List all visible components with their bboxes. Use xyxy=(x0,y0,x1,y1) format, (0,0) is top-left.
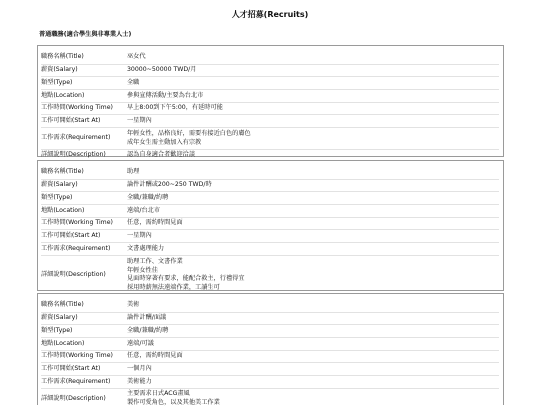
job-row xyxy=(41,389,499,410)
job-field-value xyxy=(127,352,499,361)
job-field-value-line: 遠端/台北市 xyxy=(127,206,161,214)
job-field-label: 地點(Location) xyxy=(41,91,85,99)
job-field-value xyxy=(127,66,499,75)
job-field-value xyxy=(127,258,499,293)
job-field-value-line: 全職/兼職/約聘 xyxy=(127,326,169,334)
job-row xyxy=(41,52,499,65)
job-field-value-line: 採用時薪無法遠端作業，工讀生可 xyxy=(127,284,220,292)
job-field-value xyxy=(127,194,499,203)
job-field-value-line: 早上8:00到下午5:00，有延時可能 xyxy=(127,104,223,112)
job-field-label: 職務名稱(Title) xyxy=(41,53,84,61)
job-field-value xyxy=(127,117,499,126)
job-row xyxy=(41,230,499,243)
job-field-value-line: 主要需求日式ACG畫風 xyxy=(127,390,190,398)
job-field-label: 薪資(Salary) xyxy=(41,314,78,322)
job-field-value xyxy=(127,327,499,336)
job-row xyxy=(41,351,499,364)
job-field-label: 工作可開始(Start At) xyxy=(41,116,101,124)
job-row xyxy=(41,115,499,128)
job-field-value xyxy=(127,232,499,241)
job-row xyxy=(41,363,499,376)
job-field-value-line: 文書處理能力 xyxy=(127,244,165,252)
job-rows xyxy=(41,167,499,295)
job-field-label: 詳細說明(Description) xyxy=(41,271,106,279)
job-field-value xyxy=(127,340,499,349)
job-rows xyxy=(41,52,499,162)
job-field-value-line: 任意，需約時間見面 xyxy=(127,219,183,227)
job-field-value-line: 一星期內 xyxy=(127,231,152,239)
job-field-value-line: 見面時穿著有要求，能配合救主，行禮得宜 xyxy=(127,275,245,283)
job-field-label: 地點(Location) xyxy=(41,339,85,347)
job-field-label: 類型(Type) xyxy=(41,193,73,201)
job-field-value-line: 全職/兼職/約聘 xyxy=(127,193,169,201)
job-field-label: 工作可開始(Start At) xyxy=(41,231,101,239)
job-field-value-line: 參與宣傳活動/主要為台北市 xyxy=(127,91,204,99)
job-field-label: 工作需求(Requirement) xyxy=(41,377,111,385)
job-field-value-line: 年輕女性，品格良好，需要有接近白色的膚色 xyxy=(127,129,251,137)
job-row xyxy=(41,338,499,351)
job-field-value-line: 製作可愛角色，以及其他美工作業 xyxy=(127,399,220,407)
job-field-value xyxy=(127,301,499,310)
job-field-value xyxy=(127,92,499,101)
job-field-value-line: 助理工作、文書作業 xyxy=(127,257,183,265)
job-field-label: 工作需求(Requirement) xyxy=(41,244,111,252)
job-field-label: 詳細說明(Description) xyxy=(41,394,106,402)
job-field-value-line: 美術能力 xyxy=(127,377,152,385)
job-field-label: 職務名稱(Title) xyxy=(41,168,84,176)
job-field-value-line: 美術 xyxy=(127,301,140,309)
job-field-value xyxy=(127,130,499,148)
job-row xyxy=(41,243,499,256)
job-field-value xyxy=(127,104,499,113)
job-field-value xyxy=(127,219,499,228)
job-field-value xyxy=(127,53,499,62)
job-row xyxy=(41,180,499,193)
job-row xyxy=(41,376,499,389)
job-field-value xyxy=(127,245,499,254)
job-row xyxy=(41,103,499,116)
job-row xyxy=(41,192,499,205)
job-field-value-line: 全職 xyxy=(127,78,140,86)
job-field-value-line: 助理 xyxy=(127,168,140,176)
job-field-label: 類型(Type) xyxy=(41,326,73,334)
job-field-label: 薪資(Salary) xyxy=(41,66,78,74)
job-field-value-line: 30000~50000 TWD/月 xyxy=(127,66,197,74)
job-field-label: 工作可開始(Start At) xyxy=(41,364,101,372)
job-field-value-line: 遠端/可議 xyxy=(127,339,154,347)
job-field-value xyxy=(127,181,499,190)
job-field-value xyxy=(127,151,499,160)
job-field-label: 地點(Location) xyxy=(41,206,85,214)
job-field-value xyxy=(127,390,499,408)
job-field-value xyxy=(127,207,499,216)
job-rows xyxy=(41,300,499,410)
job-field-value xyxy=(127,79,499,88)
job-field-value-line: 成年女生需主動加入有宗教 xyxy=(127,138,202,146)
job-field-value xyxy=(127,168,499,177)
job-row xyxy=(41,313,499,326)
job-field-label: 薪資(Salary) xyxy=(41,181,78,189)
job-field-value-line: 論件計酬/面議 xyxy=(127,314,167,322)
job-field-label: 工作時間(Working Time) xyxy=(41,219,113,227)
job-field-value-line: 一星期內 xyxy=(127,116,152,124)
job-row xyxy=(41,167,499,180)
section-heading: 普通職務(適合學生與非專業人士) xyxy=(39,31,132,38)
job-field-label: 工作時間(Working Time) xyxy=(41,352,113,360)
job-field-value-line: 一個月內 xyxy=(127,364,152,372)
job-row xyxy=(41,65,499,78)
job-row xyxy=(41,205,499,218)
job-card-1 xyxy=(37,160,504,291)
job-row xyxy=(41,218,499,231)
job-field-value-line: 認為自身適合者歡迎洽談 xyxy=(127,151,196,159)
job-field-value-line: 巫女代 xyxy=(127,53,146,61)
job-field-value-line: 論件計酬或200~250 TWD/時 xyxy=(127,181,212,189)
page-title: 人才招募(Recruits) xyxy=(231,10,309,19)
job-field-value xyxy=(127,314,499,323)
job-row xyxy=(41,256,499,295)
job-row xyxy=(41,90,499,103)
job-field-label: 詳細說明(Description) xyxy=(41,151,106,159)
job-field-value-line: 年輕女性佳 xyxy=(127,266,158,274)
job-card-2 xyxy=(37,293,504,405)
job-row xyxy=(41,300,499,313)
job-card-0 xyxy=(37,45,504,157)
job-field-value-line: 任意，需約時間見面 xyxy=(127,352,183,360)
job-field-value xyxy=(127,378,499,387)
job-field-label: 類型(Type) xyxy=(41,78,73,86)
job-row xyxy=(41,128,499,150)
job-field-value xyxy=(127,365,499,374)
job-field-label: 職務名稱(Title) xyxy=(41,301,84,309)
job-field-label: 工作時間(Working Time) xyxy=(41,104,113,112)
job-field-label: 工作需求(Requirement) xyxy=(41,134,111,142)
job-row xyxy=(41,77,499,90)
job-row xyxy=(41,325,499,338)
